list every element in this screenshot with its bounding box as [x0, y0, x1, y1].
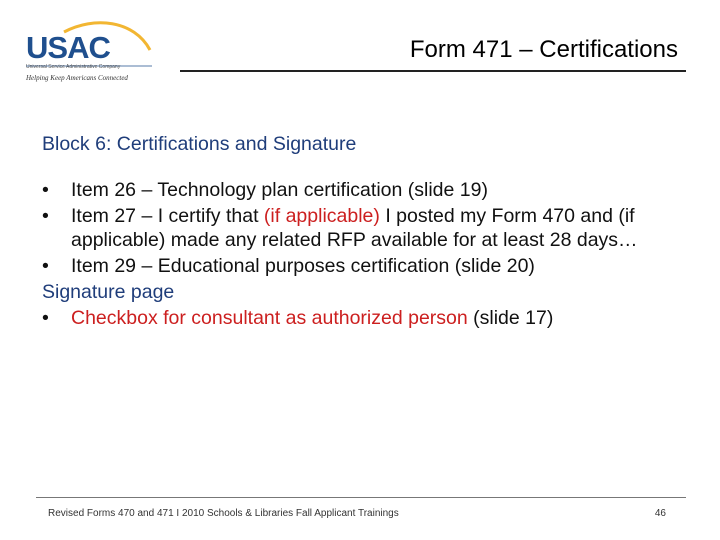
title-divider	[180, 70, 686, 72]
signature-highlight: Checkbox for consultant as authorized person	[71, 307, 468, 329]
bullet-signature-checkbox	[42, 306, 692, 330]
footer-divider	[36, 497, 686, 498]
item-27-highlight: (if applicable)	[263, 205, 380, 227]
slide-content	[42, 132, 692, 332]
signature-heading: Signature page	[42, 281, 175, 303]
logo-name: USAC	[26, 30, 110, 65]
page-number: 46	[654, 508, 666, 519]
item-27-after: I posted my Form 470 and (if applicable) made any related RFP available for at least 28 days…	[71, 205, 638, 251]
item-27-before: Item 27 – I certify that	[71, 205, 264, 227]
item-26-text: Item 26 – Technology plan certification (slide 19)	[71, 179, 488, 201]
slide-title: Form 471 – Certifications	[409, 36, 678, 63]
usac-logo	[24, 20, 154, 84]
bullet-item-26	[42, 178, 692, 202]
logo-subtitle: Universal Service Administrative Company	[26, 64, 121, 70]
logo-tagline: Helping Keep Americans Connected	[26, 74, 128, 82]
item-29-text: Item 29 – Educational purposes certification (slide 20)	[71, 255, 535, 277]
bullet-item-29	[42, 254, 692, 278]
bullet-item-27	[42, 204, 692, 252]
footer-text: Revised Forms 470 and 471 I 2010 Schools & Libraries Fall Applicant Trainings	[48, 508, 399, 519]
block-heading: Block 6: Certifications and Signature	[42, 133, 357, 155]
signature-after: (slide 17)	[467, 307, 554, 329]
